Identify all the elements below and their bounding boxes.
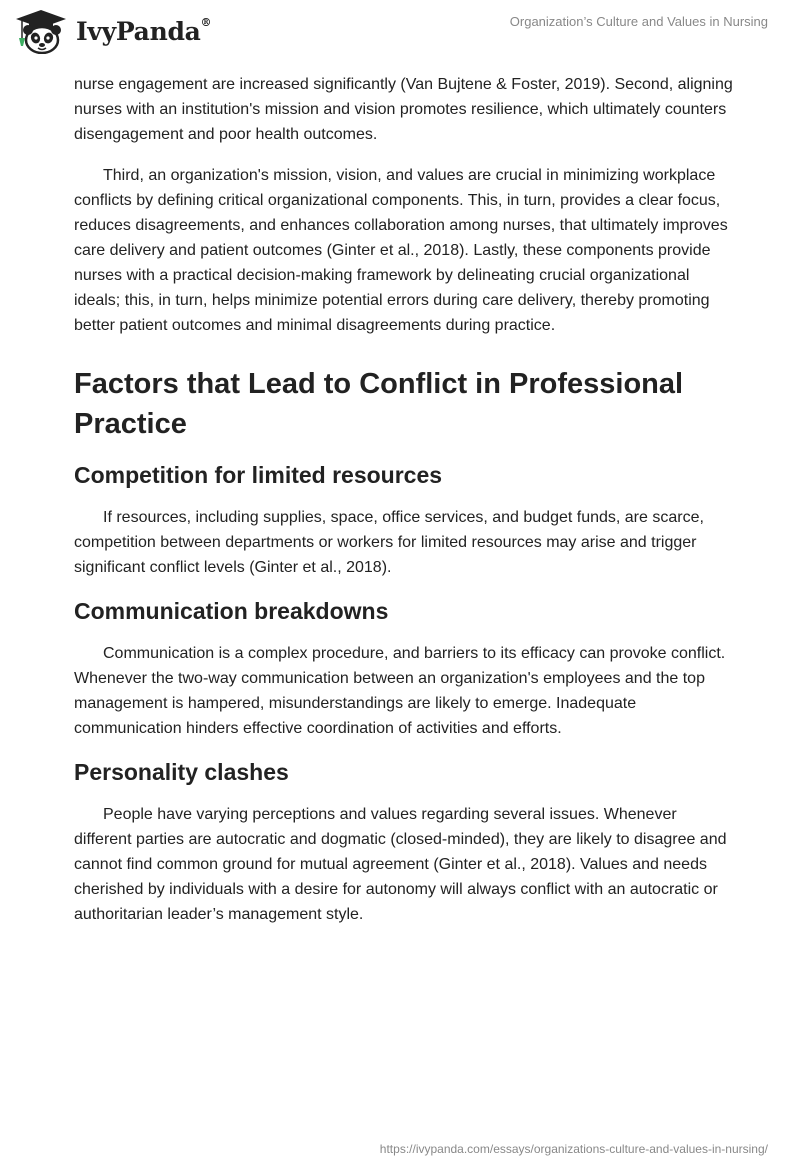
paragraph-communication: Communication is a complex procedure, and barriers to its efficacy can provoke conflict. Whenever the two-way communication between an organization's employees and the top management is hampered, misunderstandings are likely to emerge. Inadequate communication hinders effective coordination of activities and efforts. (74, 645, 726, 737)
paragraph-continued: nurse engagement are increased significantly (Van Bujtene & Foster, 2019). Second, aligning nurses with an institution's mission and vision promotes resilience, which ultimately counters disengagement and poor health outcomes. (74, 76, 733, 143)
paragraph-third: Third, an organization's mission, vision, and values are crucial in minimizing workplace conflicts by defining critical organizational components. This, in turn, provides a clear focus, reduces disagreements, and enhances collaboration among nurses, that ultimately improves care delivery and patient outcomes (Ginter et al., 2018). Lastly, these components provide nurses with a practical decision-making framework by delineating crucial organizational ideals; this, in turn, helps minimize potential errors during care delivery, thereby promoting better patient outcomes and minimal disagreements during practice. (74, 167, 728, 334)
subsection-heading-resources: Competition for limited resources (74, 462, 443, 488)
page-header (0, 0, 800, 68)
registered-mark: ® (200, 16, 212, 30)
panda-graduate-icon (12, 8, 70, 54)
running-title: Organization’s Culture and Values in Nursing (509, 14, 768, 29)
footer-url[interactable]: https://ivypanda.com/essays/organizations-culture-and-values-in-nursing/ (379, 1142, 768, 1156)
paragraph-resources: If resources, including supplies, space, office services, and budget funds, are scarce, competition between departments or workers for limited resources may arise and trigger significant conflict levels (Ginter et al., 2018). (74, 509, 704, 576)
subsection-heading-communication: Communication breakdowns (74, 598, 389, 624)
essay-body (74, 72, 734, 943)
paragraph-personality: People have varying perceptions and values regarding several issues. Whenever different parties are autocratic and dogmatic (closed-minded), they are likely to disagree and cannot find common ground for mutual agreement (Ginter et al., 2018). Values and needs cherished by individuals with a desire for autonomy will always conflict with an autocratic or authoritarian leader’s management style. (74, 806, 727, 923)
logo-wordmark: IvyPanda® (76, 16, 212, 46)
subsection-heading-personality: Personality clashes (74, 759, 289, 785)
section-heading: Factors that Lead to Conflict in Professional Practice (74, 368, 684, 440)
logo[interactable] (12, 8, 211, 54)
